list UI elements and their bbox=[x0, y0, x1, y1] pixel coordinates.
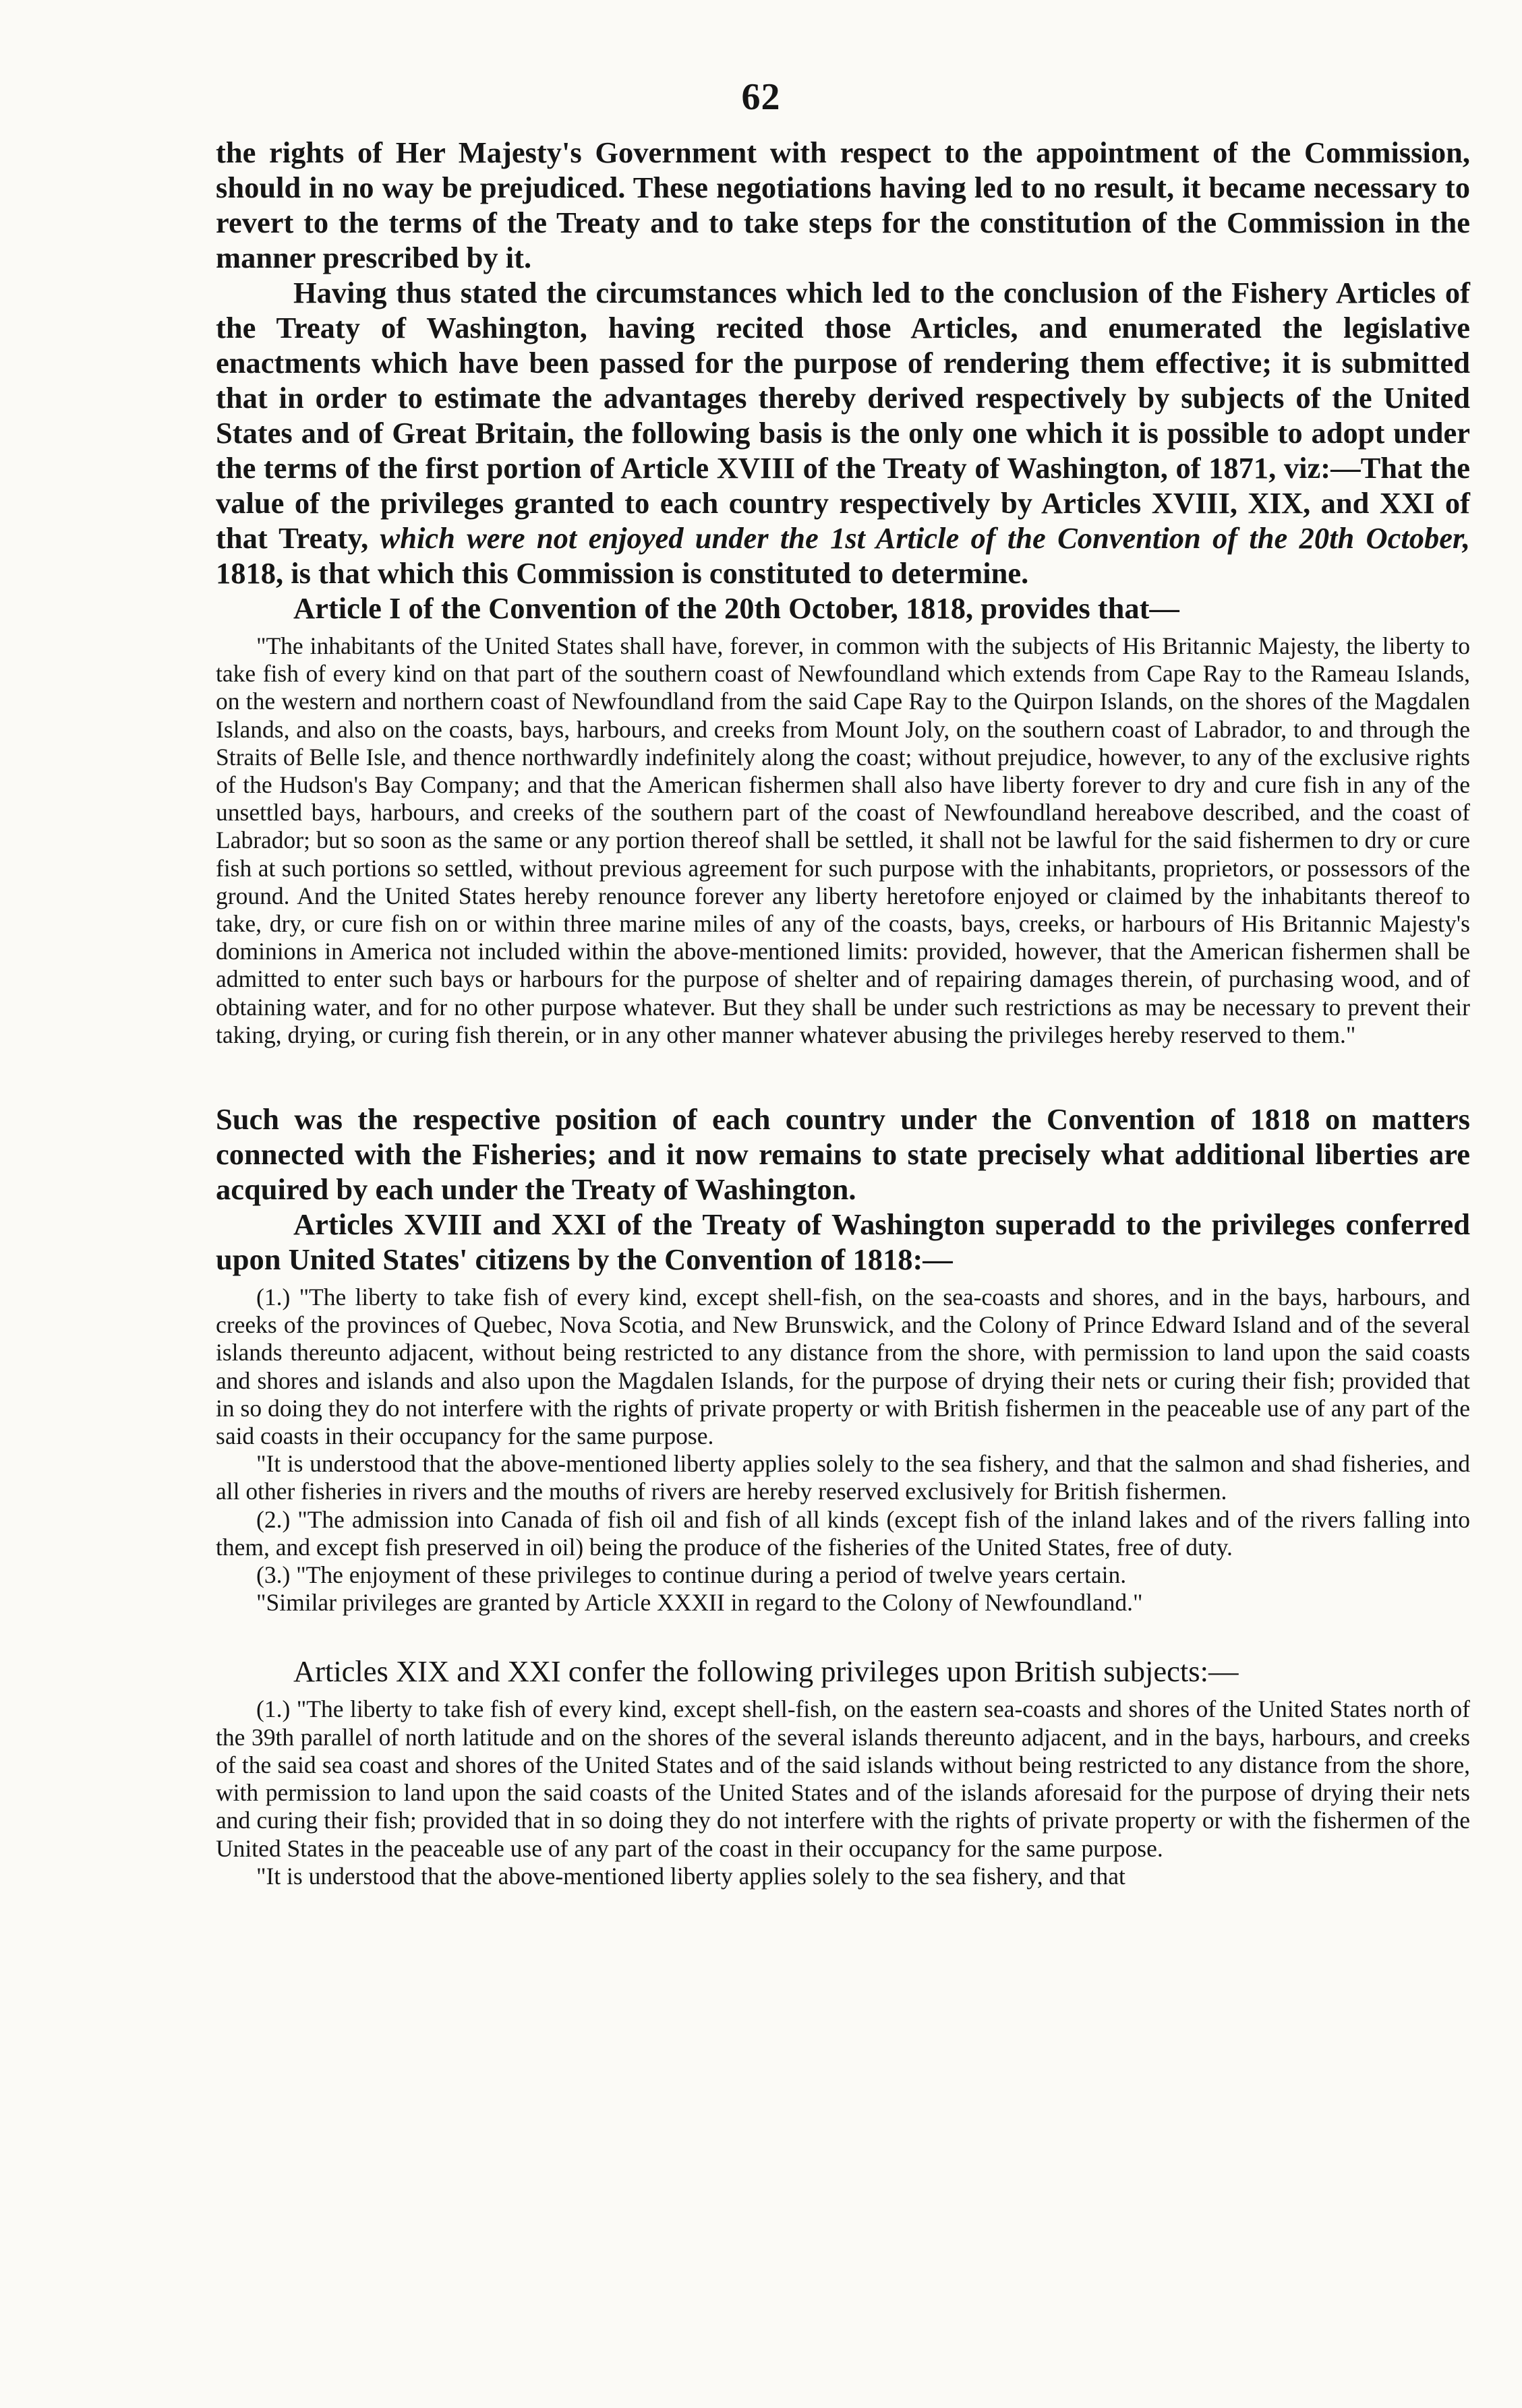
us-privilege-3: (3.) "The enjoyment of these privileges to continue during a period of twelve years certain. bbox=[256, 1561, 1127, 1589]
paragraph-commission: the rights of Her Majesty's Government with respect to the appointment of the Commission, should in no way be prejudiced. These negotiations having led to no result, it became necessary to revert to the terms of the Treaty and to take steps for the constitution of the Commission in the manner prescribed by it. bbox=[216, 136, 1470, 274]
page-content bbox=[216, 135, 1470, 1890]
paragraph-article-intro: Article I of the Convention of the 20th October, 1818, provides that— bbox=[293, 591, 1179, 625]
lead-section bbox=[216, 135, 1470, 626]
paragraph-superadd: Articles XVIII and XXI of the Treaty of Washington superadd to the privileges conferred upon United States' citizens by the Convention of 1818:— bbox=[216, 1207, 1470, 1277]
page-number: 62 bbox=[741, 76, 781, 118]
heading-british-privileges: Articles XIX and XXI confer the following privileges upon British subjects:— bbox=[293, 1654, 1239, 1689]
basis-text-italic: which were not enjoyed under the 1st Article of the Convention of the 20th October, bbox=[380, 521, 1471, 555]
us-privilege-1: (1.) "The liberty to take fish of every kind, except shell-fish, on the sea-coasts and shores, and in the bays, harbours, and creeks of the provinces of Quebec, Nova Scotia, and New Brunswick, and the Colony of Prince Edward Island and of the several islands thereunto adjacent, without being restricted to any distance from the shore, with permission to land upon the said coasts and shores and islands and also upon the Magdalen Islands, for the purpose of drying their nets or curing their fish; provided that in so doing they do not interfere with the rights of private property or with British fishermen in the peaceable use of any part of the said coasts in their occupancy for the same purpose. bbox=[216, 1284, 1470, 1450]
basis-text-a: Having thus stated the circumstances which led to the conclusion of the Fishery Articles of the Treaty of Washington, having recited those Articles, and enumerated the legislative enactments which have been passed for the purpose of rendering them effective; it is submitted that in order to estimate the advantages thereby derived respectively by subjects of the United States and of Great Britain, the following basis is the only one which it is possible to adopt under the terms of the first portion of Article XVIII of the Treaty of Washington, of 1871, viz:—That the value of the privileges granted to each country respectively by Articles XVIII, XIX, and XXI of that Treaty, bbox=[216, 276, 1470, 555]
british-privilege-1: (1.) "The liberty to take fish of every kind, except shell-fish, on the eastern sea-coasts and shores of the United States north of the 39th parallel of north latitude and on the shores of the several islands thereunto adjacent, and in the bays, harbours, and creeks of the said sea coast and shores of the United States and of the said islands without being restricted to any distance from the shore, with permission to land upon the said coasts of the United States and of the islands aforesaid for the purpose of drying their nets and curing their fish; provided that in so doing they do not interfere with the rights of private property or with the fishermen of the United States in the peaceable use of any part of the coast in their occupancy for the same purpose. bbox=[216, 1695, 1470, 1862]
us-privilege-1-note: "It is understood that the above-mentioned liberty applies solely to the sea fishery, and that the salmon and shad fisheries, and all other fisheries in rivers and the mouths of rivers are hereby reserved exclusively for British fishermen. bbox=[216, 1450, 1470, 1505]
article-i-quotation: "The inhabitants of the United States shall have, forever, in common with the subjects of His Britannic Majesty, the liberty to take fish of every kind on that part of the southern coast of Newfoundland which extends from Cape Ray to the Rameau Islands, on the western and northern coast of Newfoundland from the said Cape Ray to the Quirpon Islands, on the shores of the Magdalen Islands, and also on the coasts, bays, harbours, and creeks from Mount Joly, on the southern coast of Labrador, to and through the Straits of Belle Isle, and thence northwardly indefinitely along the coast; without prejudice, however, to any of the exclusive rights of the Hudson's Bay Company; and that the American fishermen shall also have liberty forever to dry and cure fish in any of the unsettled bays, harbours, and creeks of the southern part of the coast of Newfoundland hereabove described, and the coast of Labrador; but so soon as the same or any portion thereof shall be settled, it shall not be lawful for the said fishermen to dry or cure fish at such portions so settled, without previous agreement for such purpose with the inhabitants, proprietors, or possessors of the ground. And the United States hereby renounce forever any liberty heretofore enjoyed or claimed by the inhabitants thereof to take, dry, or cure fish on or within three marine miles of any of the coasts, bays, creeks, or harbours of His Britannic Majesty's dominions in America not included within the above-mentioned limits: provided, however, that the American fishermen shall be admitted to enter such bays or harbours for the purpose of shelter and of repairing damages therein, of purchasing wood, and of obtaining water, and for no other purpose whatever. But they shall be under such restrictions as may be necessary to prevent their taking, drying, or curing fish therein, or in any other manner whatever abusing the privileges hereby reserved to them." bbox=[216, 632, 1470, 1048]
paragraph-basis bbox=[216, 275, 1470, 591]
basis-text-b: 1818, is that which this Commission is constituted to determine. bbox=[216, 556, 1029, 590]
us-privilege-2: (2.) "The admission into Canada of fish oil and fish of all kinds (except fish of the inland lakes and of the rivers falling into them, and except fish preserved in oil) being the produce of the fisheries of the United States, free of duty. bbox=[216, 1505, 1470, 1561]
us-privilege-newfoundland: "Similar privileges are granted by Article XXXII in regard to the Colony of Newfoundland." bbox=[256, 1589, 1143, 1617]
paragraph-respective-position: Such was the respective position of each country under the Convention of 1818 on matters connected with the Fisheries; and it now remains to state precisely what additional liberties are acquired by each under the Treaty of Washington. bbox=[216, 1102, 1470, 1207]
us-section-intro bbox=[216, 1102, 1470, 1277]
british-privilege-1-note: "It is understood that the above-mentioned liberty applies solely to the sea fishery, and that bbox=[256, 1862, 1125, 1890]
